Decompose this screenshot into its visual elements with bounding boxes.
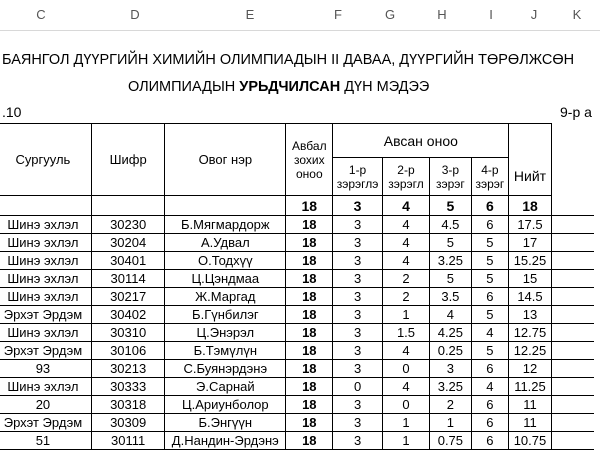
code-cell[interactable]: 30402 — [91, 306, 165, 324]
column-header-f[interactable]: F — [334, 7, 342, 22]
task-3-cell[interactable]: 5 — [430, 234, 471, 252]
name-cell[interactable]: Э.Сарнай — [165, 378, 286, 396]
name-cell[interactable]: Ц.Ариунболор — [165, 396, 286, 414]
table-row — [0, 288, 594, 306]
max-cell[interactable]: 18 — [286, 432, 333, 450]
task-3-cell[interactable]: 5 — [430, 270, 471, 288]
header-total[interactable]: Нийт — [509, 158, 551, 196]
task-4-cell[interactable]: 4 — [471, 378, 509, 396]
task-4-cell[interactable]: 6 — [471, 288, 509, 306]
max-row-empty-school[interactable] — [0, 196, 91, 216]
task-3-cell[interactable]: 0.25 — [430, 342, 471, 360]
date-cell[interactable]: .10 — [2, 104, 22, 120]
school-cell[interactable]: Эрхэт Эрдэм — [0, 342, 91, 360]
total-cell[interactable]: 13 — [509, 306, 551, 324]
max-cell[interactable]: 18 — [286, 288, 333, 306]
task-2-cell[interactable]: 1 — [382, 414, 430, 432]
max-cell[interactable]: 18 — [286, 414, 333, 432]
max-cell[interactable]: 18 — [286, 342, 333, 360]
school-cell[interactable]: Шинэ эхлэл — [0, 288, 91, 306]
overflow-cell[interactable] — [551, 252, 594, 270]
max-task-4-cell[interactable]: 6 — [471, 196, 509, 216]
task-2-cell[interactable]: 1 — [382, 306, 430, 324]
task-1-cell[interactable]: 3 — [333, 288, 382, 306]
task-1-line1: 1-р — [348, 162, 367, 177]
overflow-cell[interactable] — [551, 306, 594, 324]
table-row — [0, 378, 594, 396]
max-cell[interactable]: 18 — [286, 270, 333, 288]
name-cell[interactable]: Ц.Энэрэл — [165, 324, 286, 342]
column-header-d[interactable]: D — [130, 7, 140, 22]
overflow-cell[interactable] — [551, 270, 594, 288]
max-cell[interactable]: 18 — [286, 360, 333, 378]
task-2-cell[interactable]: 1 — [382, 432, 430, 450]
total-cell[interactable]: 12 — [509, 360, 551, 378]
total-cell[interactable]: 10.75 — [509, 432, 551, 450]
max-cell[interactable]: 18 — [286, 234, 333, 252]
header-max-line3: оноо — [295, 166, 323, 181]
results-body — [0, 216, 594, 450]
total-cell[interactable]: 11 — [509, 396, 551, 414]
header-task-4[interactable] — [471, 158, 509, 196]
results-table — [0, 123, 594, 450]
school-cell[interactable]: Шинэ эхлэл — [0, 216, 91, 234]
name-cell[interactable]: Б.Тэмүлүн — [165, 342, 286, 360]
school-cell[interactable]: 93 — [0, 360, 91, 378]
total-cell[interactable]: 15 — [509, 270, 551, 288]
table-row — [0, 324, 594, 342]
code-cell[interactable]: 30106 — [91, 342, 165, 360]
header-task-2[interactable] — [382, 158, 430, 196]
grade-cell[interactable]: 9-р а — [560, 104, 592, 120]
task-2-cell[interactable]: 2 — [382, 270, 430, 288]
column-header-e[interactable]: E — [245, 7, 255, 22]
task-1-cell[interactable]: 3 — [333, 360, 382, 378]
task-2-cell[interactable]: 0 — [382, 360, 430, 378]
task-2-cell[interactable]: 0 — [382, 396, 430, 414]
max-points-cell[interactable]: 18 — [286, 196, 333, 216]
header-max-points[interactable] — [286, 124, 333, 196]
name-cell[interactable]: Б.Гүнбилэг — [165, 306, 286, 324]
total-cell[interactable]: 12.75 — [509, 324, 551, 342]
code-cell[interactable]: 30217 — [91, 288, 165, 306]
table-row — [0, 270, 594, 288]
task-3-cell[interactable]: 3.25 — [430, 378, 471, 396]
task-3-cell[interactable]: 4 — [430, 306, 471, 324]
name-cell[interactable]: Д.Нандин-Эрдэнэ — [165, 432, 286, 450]
task-1-cell[interactable]: 3 — [333, 342, 382, 360]
max-cell[interactable]: 18 — [286, 378, 333, 396]
task-1-cell[interactable]: 3 — [333, 324, 382, 342]
task-1-cell[interactable]: 3 — [333, 252, 382, 270]
overflow-cell[interactable] — [551, 342, 594, 360]
task-4-line1: 4-р — [481, 162, 499, 177]
code-cell[interactable]: 30114 — [91, 270, 165, 288]
task-3-cell[interactable]: 3 — [430, 360, 471, 378]
task-3-cell[interactable]: 3.5 — [430, 288, 471, 306]
task-2-line1: 2-р — [397, 162, 415, 177]
table-row — [0, 234, 594, 252]
task-3-cell[interactable]: 4.25 — [430, 324, 471, 342]
overflow-cell[interactable] — [551, 324, 594, 342]
task-2-cell[interactable]: 4 — [382, 252, 430, 270]
task-1-cell[interactable]: 3 — [333, 270, 382, 288]
name-cell[interactable]: С.Буянэрдэнэ — [165, 360, 286, 378]
name-cell[interactable]: О.Тодхүү — [165, 252, 286, 270]
header-score-group[interactable]: Авсан оноо — [333, 124, 509, 158]
header-task-1[interactable] — [333, 158, 382, 196]
overflow-cell[interactable] — [551, 216, 594, 234]
column-header-k[interactable]: K — [572, 7, 582, 22]
code-cell[interactable]: 30333 — [91, 378, 165, 396]
task-4-cell[interactable]: 6 — [471, 216, 509, 234]
task-3-cell[interactable]: 1 — [430, 414, 471, 432]
name-cell[interactable]: А.Удвал — [165, 234, 286, 252]
task-4-cell[interactable]: 5 — [471, 252, 509, 270]
task-4-line2: зэрэг — [475, 176, 505, 191]
max-cell[interactable]: 18 — [286, 396, 333, 414]
max-task-1-cell[interactable]: 3 — [333, 196, 382, 216]
header-max-line1: Авбал — [292, 138, 327, 153]
task-3-line2: зэрэг — [435, 176, 465, 191]
task-4-cell[interactable]: 6 — [471, 396, 509, 414]
overflow-cell[interactable] — [551, 378, 594, 396]
task-2-line2: зэрэгл — [388, 176, 424, 191]
task-4-cell[interactable]: 4 — [471, 324, 509, 342]
task-2-cell[interactable]: 4 — [382, 216, 430, 234]
school-cell[interactable]: Эрхэт Эрдэм — [0, 306, 91, 324]
code-cell[interactable]: 30309 — [91, 414, 165, 432]
task-3-cell[interactable]: 0.75 — [430, 432, 471, 450]
task-2-cell[interactable]: 2 — [382, 288, 430, 306]
task-1-cell[interactable]: 3 — [333, 396, 382, 414]
task-3-line1: 3-р — [441, 162, 460, 177]
column-header-g[interactable]: G — [384, 7, 396, 22]
school-cell[interactable]: Шинэ эхлэл — [0, 234, 91, 252]
overflow-cell[interactable] — [551, 234, 594, 252]
header-code[interactable]: Шифр — [91, 124, 165, 196]
name-cell[interactable]: Б.Мягмардорж — [165, 216, 286, 234]
column-header-j[interactable]: J — [530, 7, 538, 22]
task-3-cell[interactable]: 3.25 — [430, 252, 471, 270]
task-4-cell[interactable]: 6 — [471, 432, 509, 450]
table-row — [0, 216, 594, 234]
code-cell[interactable]: 30111 — [91, 432, 165, 450]
task-1-cell[interactable]: 3 — [333, 306, 382, 324]
overflow-cell[interactable] — [551, 414, 594, 432]
code-cell[interactable]: 30230 — [91, 216, 165, 234]
task-4-cell[interactable]: 5 — [471, 270, 509, 288]
column-header-c[interactable]: C — [36, 7, 46, 22]
max-cell[interactable]: 18 — [286, 324, 333, 342]
header-total-top[interactable] — [509, 124, 551, 158]
task-4-cell[interactable]: 5 — [471, 234, 509, 252]
code-cell[interactable]: 30401 — [91, 252, 165, 270]
max-row-empty-name[interactable] — [165, 196, 286, 216]
code-cell[interactable]: 30204 — [91, 234, 165, 252]
header-school[interactable]: Сургууль — [0, 124, 91, 196]
overflow-cell[interactable] — [551, 360, 594, 378]
total-cell[interactable]: 14.5 — [509, 288, 551, 306]
task-4-cell[interactable]: 5 — [471, 306, 509, 324]
task-1-cell[interactable]: 3 — [333, 216, 382, 234]
max-total-cell[interactable]: 18 — [509, 196, 551, 216]
table-row — [0, 252, 594, 270]
table-row — [0, 414, 594, 432]
school-cell[interactable]: Шинэ эхлэл — [0, 252, 91, 270]
max-task-3-cell[interactable]: 5 — [430, 196, 471, 216]
overflow-cell[interactable] — [551, 432, 594, 450]
name-cell[interactable]: Ц.Цэндмаа — [165, 270, 286, 288]
task-4-cell[interactable]: 5 — [471, 342, 509, 360]
task-4-cell[interactable]: 6 — [471, 414, 509, 432]
title-prefix: ОЛИМПИАДЫН — [128, 79, 240, 95]
code-cell[interactable]: 30213 — [91, 360, 165, 378]
code-cell[interactable]: 30318 — [91, 396, 165, 414]
task-2-cell[interactable]: 1.5 — [382, 324, 430, 342]
header-overflow-col[interactable] — [551, 124, 594, 216]
task-2-cell[interactable]: 4 — [382, 378, 430, 396]
table-row — [0, 360, 594, 378]
name-cell[interactable]: Ж.Маргад — [165, 288, 286, 306]
max-cell[interactable]: 18 — [286, 306, 333, 324]
total-cell[interactable]: 17 — [509, 234, 551, 252]
task-1-line2: зэрэглэ — [336, 176, 379, 191]
table-row — [0, 306, 594, 324]
max-cell[interactable]: 18 — [286, 216, 333, 234]
total-cell[interactable]: 11.25 — [509, 378, 551, 396]
title-bold-word: УРЬДЧИЛСАН — [239, 79, 341, 95]
report-title-line1: БАЯНГОЛ ДҮҮРГИЙН ХИМИЙН ОЛИМПИАДЫН II ДАВАА, ДҮҮРГИЙН ТӨРӨЛЖСӨН — [2, 52, 575, 68]
overflow-cell[interactable] — [551, 396, 594, 414]
header-max-line2: зохих — [294, 152, 325, 167]
task-3-cell[interactable]: 4.5 — [430, 216, 471, 234]
name-cell[interactable]: Б.Энгүүн — [165, 414, 286, 432]
overflow-cell[interactable] — [551, 288, 594, 306]
column-header-bar — [0, 0, 600, 31]
school-cell[interactable]: Шинэ эхлэл — [0, 324, 91, 342]
total-cell[interactable]: 15.25 — [509, 252, 551, 270]
max-task-2-cell[interactable]: 4 — [382, 196, 430, 216]
table-row — [0, 396, 594, 414]
school-cell[interactable]: Эрхэт Эрдэм — [0, 414, 91, 432]
school-cell[interactable]: 20 — [0, 396, 91, 414]
max-row-empty-code[interactable] — [91, 196, 165, 216]
title-suffix: ДҮН МЭДЭЭ — [340, 79, 430, 95]
table-row — [0, 432, 594, 450]
total-cell[interactable]: 12.25 — [509, 342, 551, 360]
task-2-cell[interactable]: 4 — [382, 234, 430, 252]
task-1-cell[interactable]: 3 — [333, 432, 382, 450]
header-task-3[interactable] — [430, 158, 471, 196]
header-name[interactable]: Овог нэр — [165, 124, 286, 196]
column-header-h[interactable]: H — [437, 7, 447, 22]
report-title-line2 — [128, 79, 600, 95]
table-row — [0, 342, 594, 360]
task-2-cell[interactable]: 4 — [382, 342, 430, 360]
max-cell[interactable]: 18 — [286, 252, 333, 270]
total-cell[interactable]: 11 — [509, 414, 551, 432]
school-cell[interactable]: 51 — [0, 432, 91, 450]
column-header-i[interactable]: I — [489, 7, 493, 22]
task-3-cell[interactable]: 2 — [430, 396, 471, 414]
code-cell[interactable]: 30310 — [91, 324, 165, 342]
task-4-cell[interactable]: 6 — [471, 360, 509, 378]
total-cell[interactable]: 17.5 — [509, 216, 551, 234]
task-1-cell[interactable]: 3 — [333, 414, 382, 432]
task-1-cell[interactable]: 0 — [333, 378, 382, 396]
task-1-cell[interactable]: 3 — [333, 234, 382, 252]
school-cell[interactable]: Шинэ эхлэл — [0, 378, 91, 396]
school-cell[interactable]: Шинэ эхлэл — [0, 270, 91, 288]
